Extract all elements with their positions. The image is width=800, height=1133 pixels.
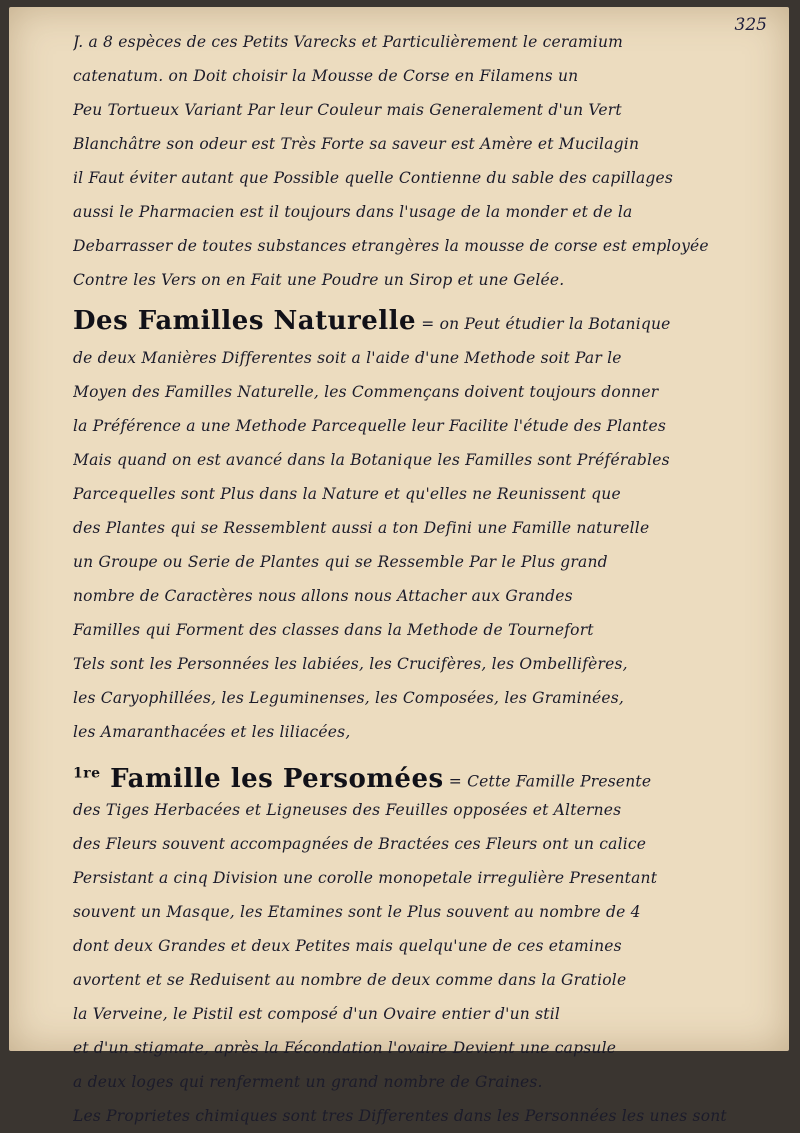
text-line: souvent un Masque, les Etamines sont le Plus souvent au nombre de 4 bbox=[73, 903, 641, 921]
text-line: dont deux Grandes et deux Petites mais quelqu'une de ces etamines bbox=[73, 937, 622, 955]
text-line: catenatum. on Doit choisir la Mousse de Corse en Filamens un bbox=[73, 67, 579, 85]
text-line: il Faut éviter autant que Possible quelle Contienne du sable des capillages bbox=[73, 169, 674, 187]
text-line: de deux Manières Differentes soit a l'aide d'une Methode soit Par le bbox=[73, 349, 622, 367]
text-line: a deux loges qui renferment un grand nombre de Graines. bbox=[73, 1073, 543, 1091]
text-line: Debarrasser de toutes substances etrangères la mousse de corse est employée bbox=[73, 237, 709, 255]
text-line: Familles qui Forment des classes dans la Methode de Tournefort bbox=[73, 621, 594, 639]
text-line: J. a 8 espèces de ces Petits Varecks et Particulièrement le ceramium bbox=[73, 33, 624, 51]
text-line: les Amaranthacées et les liliacées, bbox=[73, 723, 351, 741]
text-line: des Plantes qui se Ressemblent aussi a ton Defini une Famille naturelle bbox=[73, 519, 650, 537]
section-heading-continuation: = on Peut étudier la Botanique bbox=[421, 315, 671, 333]
text-line: un Groupe ou Serie de Plantes qui se Ressemble Par le Plus grand bbox=[73, 553, 608, 571]
text-line: la Verveine, le Pistil est composé d'un Ovaire entier d'un stil bbox=[73, 1005, 561, 1023]
section-ordinal: 1re bbox=[73, 765, 101, 781]
manuscript-text bbox=[73, 25, 771, 1133]
text-line: Persistant a cinq Division une corolle monopetale irregulière Presentant bbox=[73, 869, 658, 887]
text-line: aussi le Pharmacien est il toujours dans l'usage de la monder et de la bbox=[73, 203, 633, 221]
text-line: les Caryophillées, les Leguminenses, les Composées, les Graminées, bbox=[73, 689, 625, 707]
text-line: Mais quand on est avancé dans la Botanique les Familles sont Préférables bbox=[73, 451, 670, 469]
section-heading-text: Famille les Persomées bbox=[110, 763, 444, 793]
text-line: Blanchâtre son odeur est Très Forte sa saveur est Amère et Mucilagin bbox=[73, 135, 640, 153]
section-heading-line bbox=[73, 297, 771, 341]
section-heading-title bbox=[73, 764, 444, 793]
section-heading-line bbox=[73, 749, 771, 793]
text-line: Tels sont les Personnées les labiées, les Crucifères, les Ombellifères, bbox=[73, 655, 628, 673]
text-line: nombre de Caractères nous allons nous Attacher aux Grandes bbox=[73, 587, 573, 605]
manuscript-page bbox=[9, 7, 789, 1125]
text-line: des Tiges Herbacées et Ligneuses des Feuilles opposées et Alternes bbox=[73, 801, 622, 819]
section-heading-continuation: = Cette Famille Presente bbox=[448, 772, 652, 791]
text-line: la Préférence a une Methode Parcequelle leur Facilite l'étude des Plantes bbox=[73, 417, 667, 435]
text-line: et d'un stigmate, après la Fécondation l'ovaire Devient une capsule bbox=[73, 1039, 617, 1057]
section-heading-title: Des Familles Naturelle bbox=[73, 306, 417, 336]
text-line: Peu Tortueux Variant Par leur Couleur mais Generalement d'un Vert bbox=[73, 101, 622, 119]
page-number: 325 bbox=[734, 15, 767, 35]
text-line: Moyen des Familles Naturelle, les Commençans doivent toujours donner bbox=[73, 383, 659, 401]
text-line: Parcequelles sont Plus dans la Nature et qu'elles ne Reunissent que bbox=[73, 485, 621, 503]
text-line: avortent et se Reduisent au nombre de deux comme dans la Gratiole bbox=[73, 971, 627, 989]
text-line: Les Proprietes chimiques sont tres Differentes dans les Personnées les unes sont bbox=[73, 1107, 727, 1125]
text-line: Contre les Vers on en Fait une Poudre un Sirop et une Gelée. bbox=[73, 271, 565, 289]
text-line: des Fleurs souvent accompagnées de Bractées ces Fleurs ont un calice bbox=[73, 835, 647, 853]
